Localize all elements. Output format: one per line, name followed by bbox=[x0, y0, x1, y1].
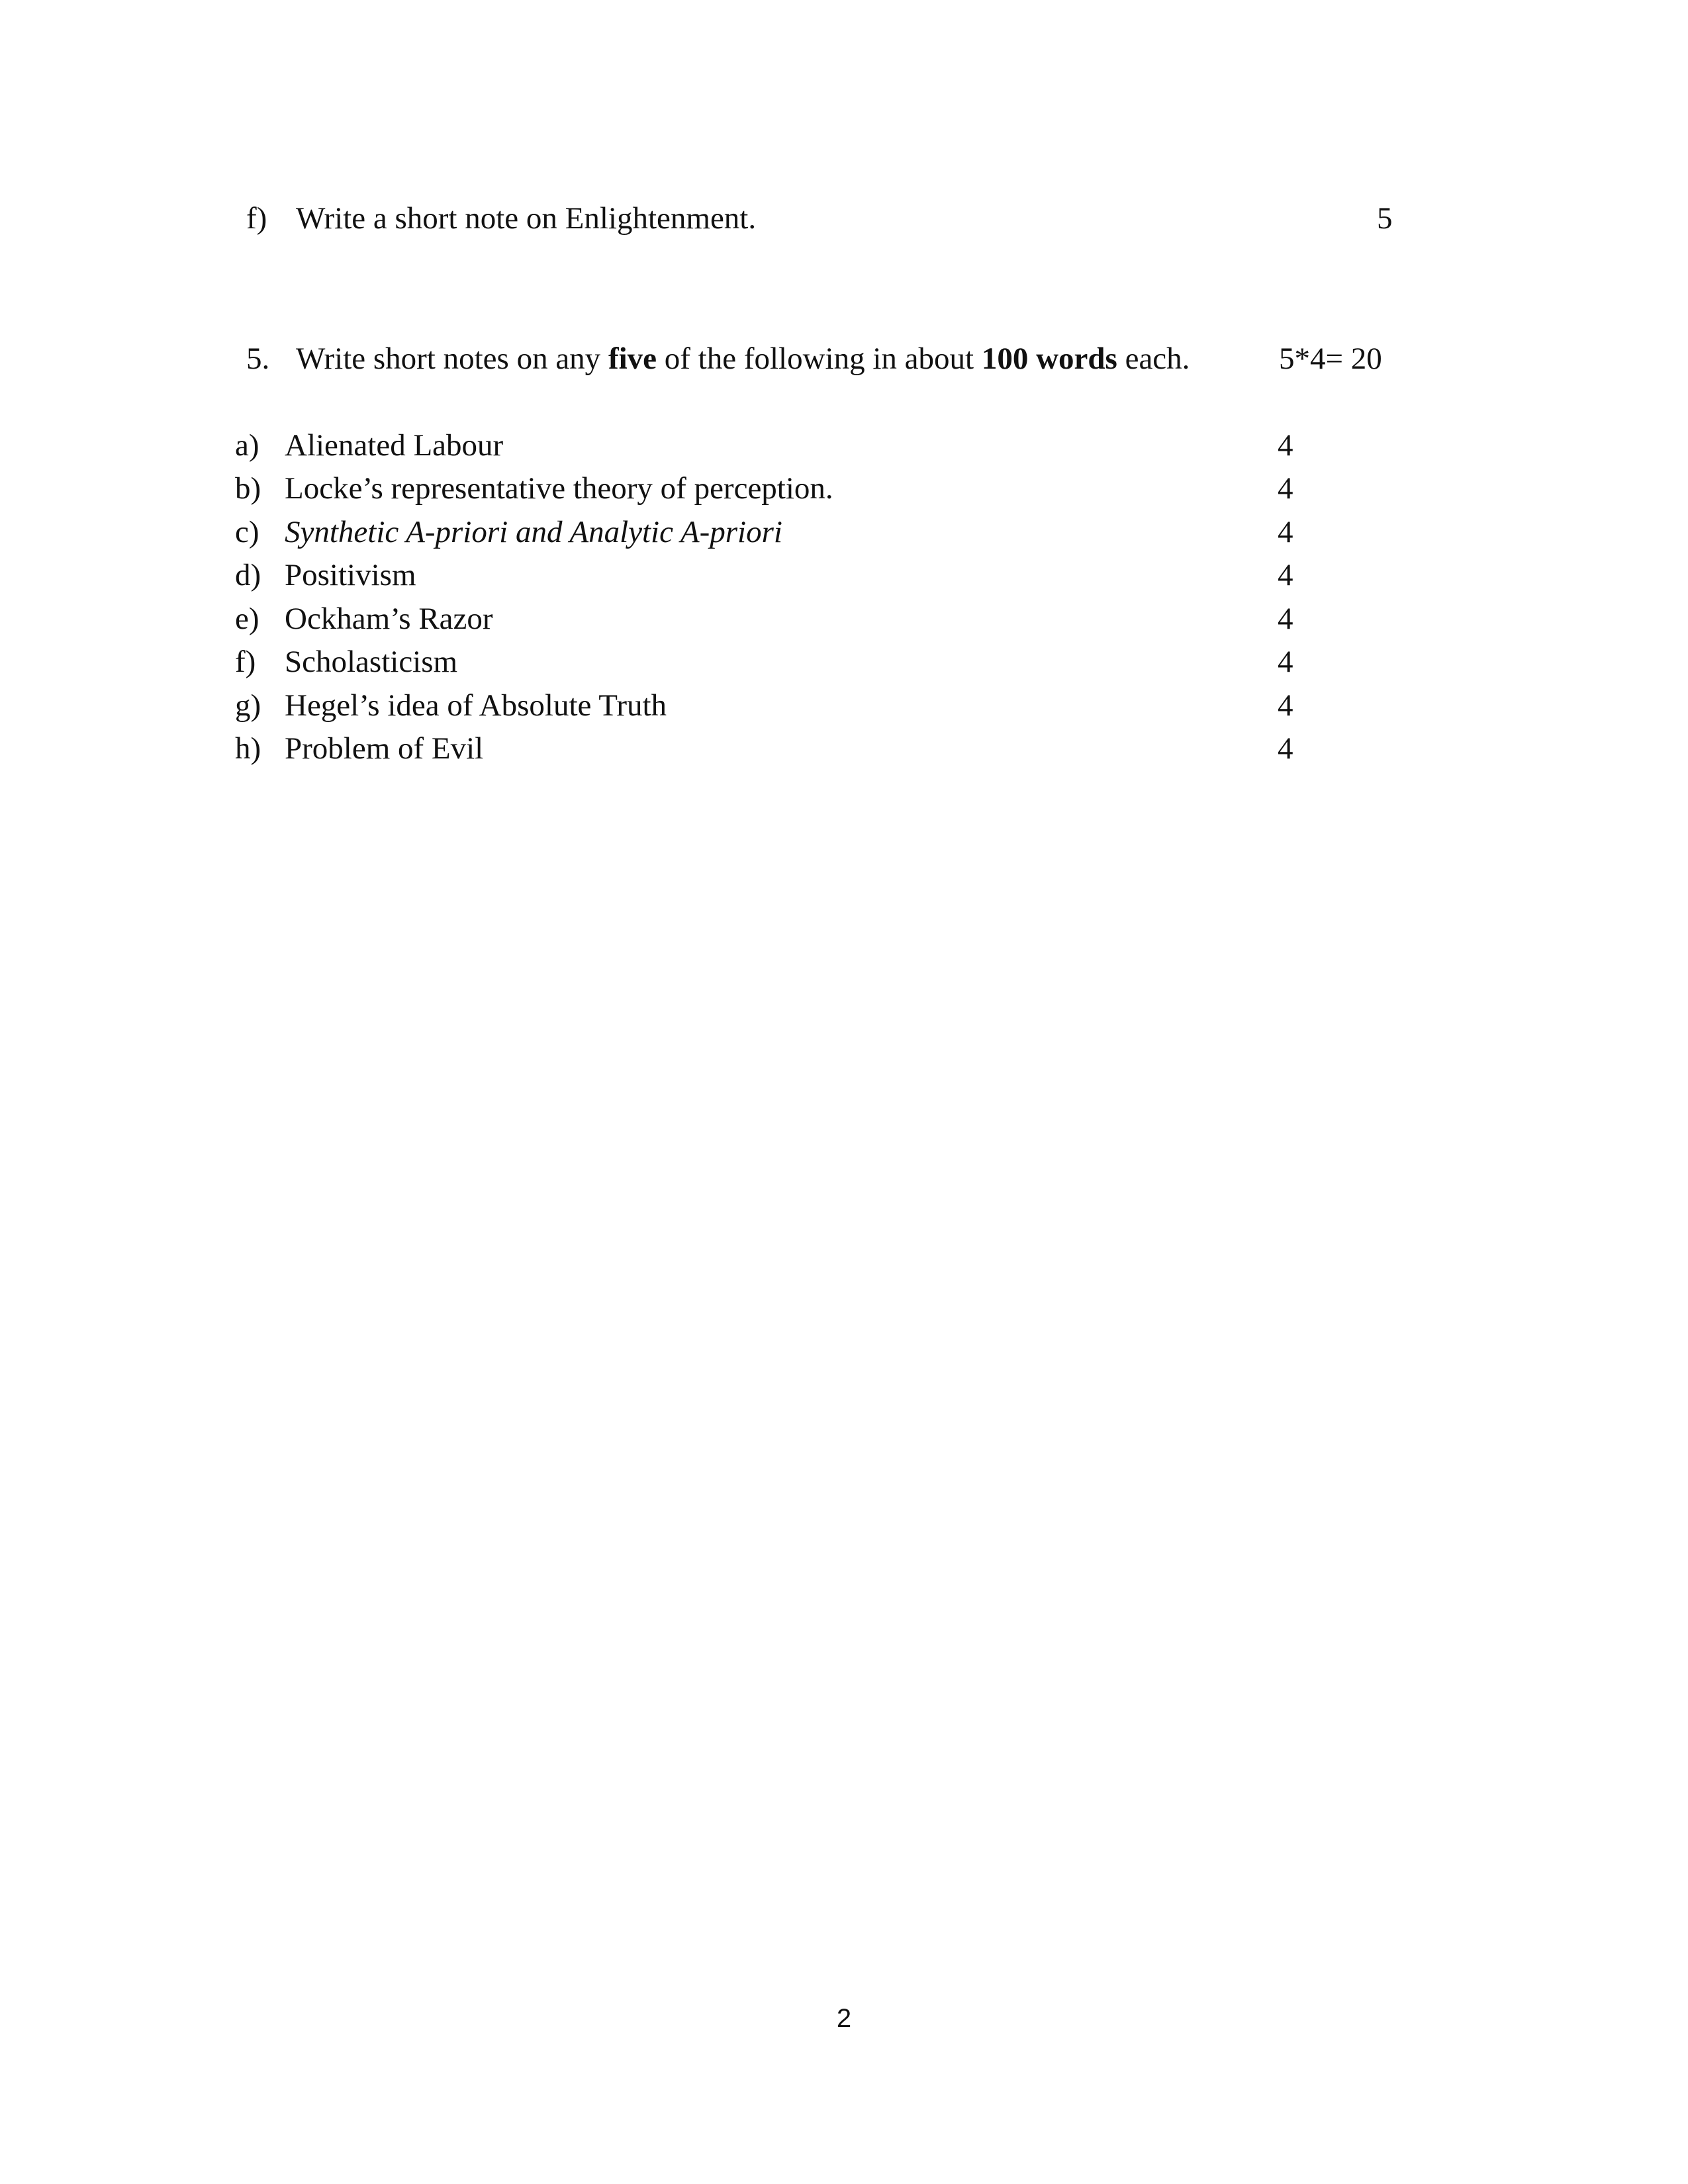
list-item-marks: 4 bbox=[1278, 558, 1293, 592]
question-5-text-bold-five: five bbox=[608, 341, 657, 376]
question-5-text-part-1: Write short notes on any bbox=[296, 341, 608, 376]
question-f-label: f) bbox=[246, 201, 267, 236]
list-item-text: Problem of Evil bbox=[285, 731, 484, 766]
list-item-label: h) bbox=[235, 731, 261, 766]
list-item-marks: 4 bbox=[1278, 731, 1293, 766]
list-item-text: Hegel’s idea of Absolute Truth bbox=[285, 688, 667, 723]
list-item-label: e) bbox=[235, 602, 259, 636]
list-item-text: Ockham’s Razor bbox=[285, 602, 493, 636]
list-item-marks: 4 bbox=[1278, 428, 1293, 463]
list-item-label: f) bbox=[235, 645, 256, 679]
question-5-text-part-3: each. bbox=[1117, 341, 1190, 376]
list-item-marks: 4 bbox=[1278, 688, 1293, 723]
list-item-label: d) bbox=[235, 558, 261, 592]
list-item-text: Scholasticism bbox=[285, 645, 458, 679]
question-5-text-part-2: of the following in about bbox=[657, 341, 982, 376]
question-5-number: 5. bbox=[246, 341, 270, 376]
list-item-label: c) bbox=[235, 515, 259, 549]
list-item-marks: 4 bbox=[1278, 602, 1293, 636]
question-f-text: Write a short note on Enlightenment. bbox=[296, 201, 757, 236]
list-item-label: g) bbox=[235, 688, 261, 723]
list-item-marks: 4 bbox=[1278, 471, 1293, 506]
list-item-label: b) bbox=[235, 471, 261, 506]
page-number: 2 bbox=[836, 2004, 852, 2033]
question-5-text-bold-words: 100 words bbox=[981, 341, 1117, 376]
list-item-marks: 4 bbox=[1278, 515, 1293, 549]
question-5-text bbox=[296, 339, 1190, 379]
list-item-text: Locke’s representative theory of perception. bbox=[285, 471, 833, 506]
list-item-label: a) bbox=[235, 428, 259, 463]
list-item-marks: 4 bbox=[1278, 645, 1293, 679]
question-5-marks: 5*4= 20 bbox=[1279, 341, 1382, 376]
list-item-text: Positivism bbox=[285, 558, 416, 592]
list-item-text: Alienated Labour bbox=[285, 428, 504, 463]
list-item-text: Synthetic A-priori and Analytic A-priori bbox=[285, 515, 782, 549]
question-f-marks: 5 bbox=[1377, 201, 1393, 236]
